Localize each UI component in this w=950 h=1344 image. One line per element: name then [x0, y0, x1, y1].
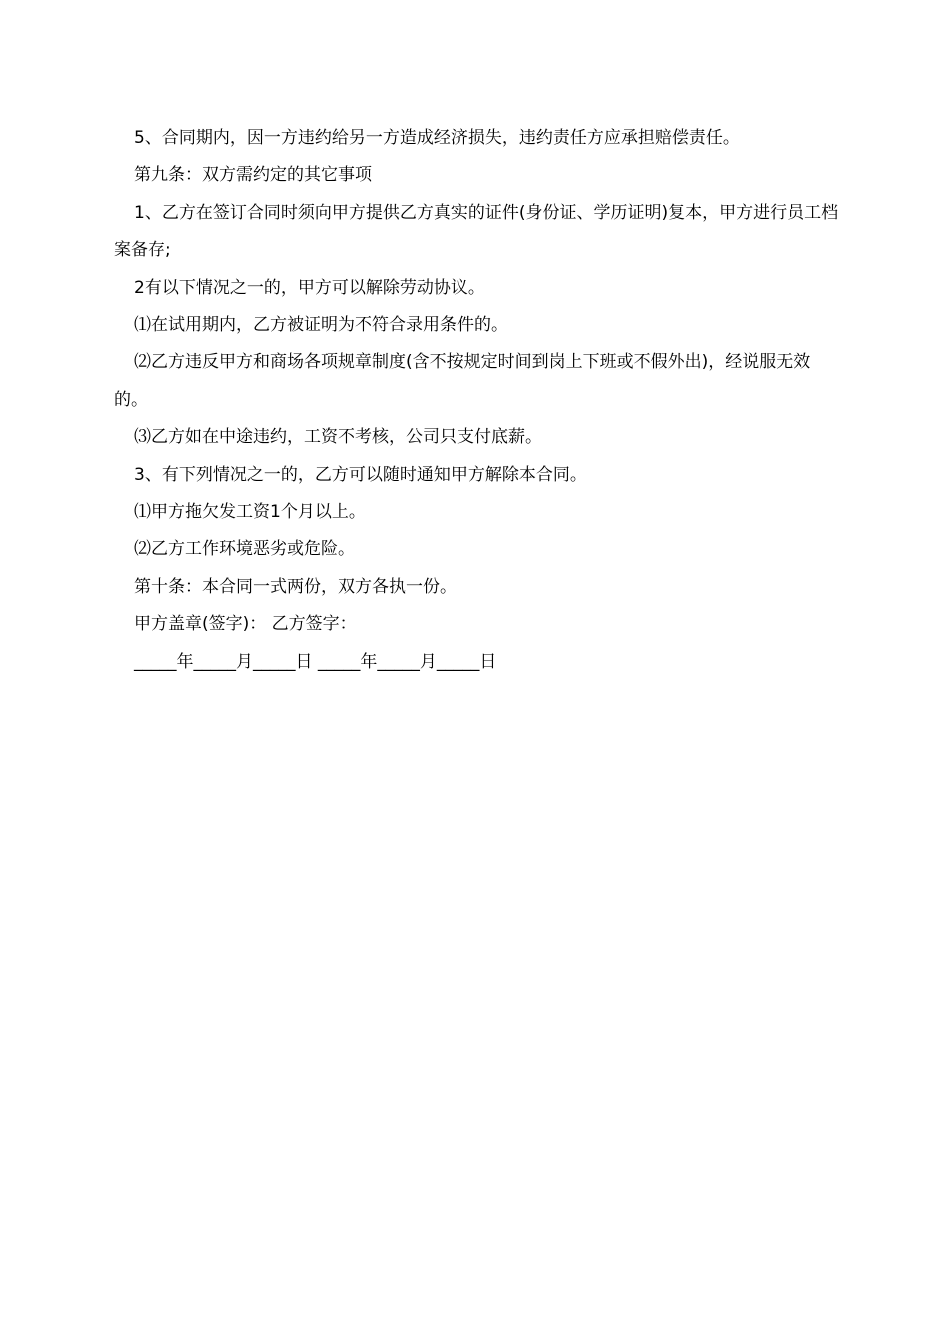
- date-line: _____年_____月_____日 _____年_____月_____日: [134, 651, 497, 672]
- article-9-item-3-sub-1: ⑴甲方拖欠发工资1个月以上。: [134, 502, 366, 523]
- article-9-heading: 第九条：双方需约定的其它事项: [134, 165, 372, 186]
- article-9-item-2: 2有以下情况之一的，甲方可以解除劳动协议。: [134, 277, 485, 298]
- article-9-item-1: 1、乙方在签订合同时须向甲方提供乙方真实的证件(身份证、学历证明)复本，甲方进行员工档案备存;: [114, 202, 839, 261]
- clause-8-item-5: 5、合同期内，因一方违约给另一方造成经济损失，违约责任方应承担赔偿责任。: [134, 128, 740, 148]
- article-9-item-2-sub-2: ⑵乙方违反甲方和商场各项规章制度(含不按规定时间到岗上下班或不假外出)，经说服无效的。: [114, 352, 811, 410]
- article-9-item-3-sub-2: ⑵乙方工作环境恶劣或危险。: [134, 539, 355, 560]
- article-9-item-2-sub-3: ⑶乙方如在中途违约，工资不考核，公司只支付底薪。: [134, 427, 542, 448]
- article-9-item-3: 3、有下列情况之一的，乙方可以随时通知甲方解除本合同。: [134, 464, 587, 485]
- signature-line: 甲方盖章(签字)： 乙方签字：: [134, 614, 357, 635]
- article-9-item-2-sub-1: ⑴在试用期内，乙方被证明为不符合录用条件的。: [134, 315, 508, 336]
- article-10: 第十条：本合同一式两份，双方各执一份。: [134, 576, 457, 597]
- document-body: [114, 120, 840, 681]
